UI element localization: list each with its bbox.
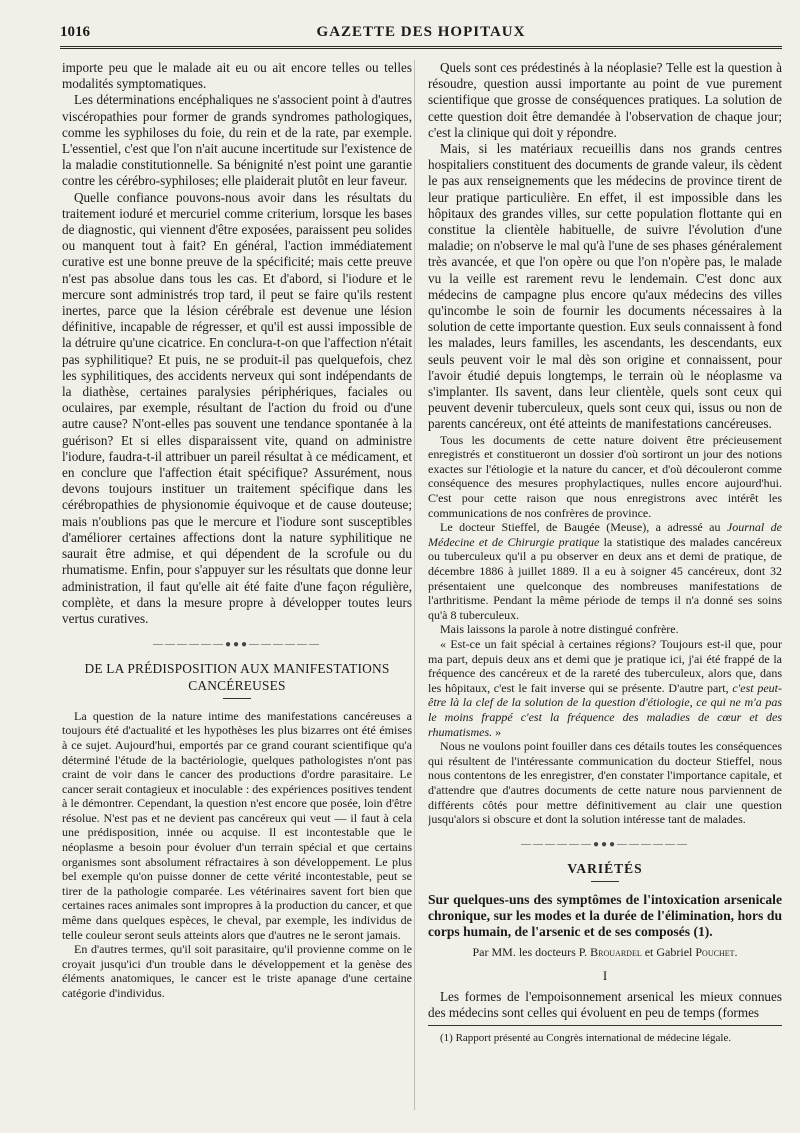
section-title: VARIÉTÉS bbox=[567, 860, 643, 876]
author-name: Brouardel bbox=[590, 945, 642, 960]
text-run: » bbox=[492, 724, 502, 739]
paragraph: En d'autres termes, qu'il soit parasitaire, qu'il provienne comme on le croyait jusqu'ici d'un trouble dans le développement et la genèse des éléments anatomiques, le cancer est le triste apanage d'une certaine catégorie d'individus. bbox=[62, 942, 412, 1000]
article-title: Sur quelques-uns des symptômes de l'intoxication arsenicale chronique, sur les modes et la durée de l'élimination, hors du corps humain, de l'arsenic et de ses composés (1). bbox=[428, 892, 782, 940]
column-divider bbox=[414, 60, 415, 1110]
paragraph: Les formes de l'empoisonnement arsenical les mieux connues des médecins sont celles qui évoluent en peu de temps (formes bbox=[428, 988, 782, 1020]
footnote-rule bbox=[428, 1025, 782, 1026]
paragraph: Mais laissons la parole à notre distingué confrère. bbox=[440, 622, 679, 637]
section-rule bbox=[591, 881, 619, 882]
section-title: DE LA PRÉDISPOSITION AUX MANIFESTATIONS CANCÉREUSES bbox=[84, 661, 390, 693]
paragraph: La question de la nature intime des manifestations cancéreuses a toujours été d'actualité et les hypothèses les plus bizarres ont été émises à ce sujet. Aujourd'hui, emportés par ce grand courant scientifique qu'a déterminé l'étude de la bactériologie, quelques pathologistes n'ont pas craint de voir dans le cancer des productions d'ordre parasitaire. Le cancer serait contagieux et inoculable : des expériences positives tendent à le démontrer. Cependant, la question n'est encore que posée, loin d'être résolue. N'est pas et ne devient pas cancéreux qui veut — il faut à cela une prédisposition, innée ou acquise. Il est incontestable que le néoplasme a besoin pour évoluer d'un terrain spécial et que certains organismes sont absolument réfractaires à son développement. Le plus bel exemple qu'on puisse donner de cette vérité incontestable, peut se tirer de la pathologie comparée. Les vétérinaires savent fort bien que certaines races animales sont impropres à la production du cancer, et que même dans quelques espèces, le cheval, par exemple, les individus de telle couleur seront seuls atteints alors que d'autres ne le seront jamais. bbox=[62, 708, 412, 942]
page-header bbox=[60, 22, 782, 49]
paragraph: Quels sont ces prédestinés à la néoplasie? Telle est la question à résoudre, question aussi importante au point de vue purement scientifique que grosse de conséquences pratiques. La solution de cette question doit être demandée à l'observation de chaque jour; c'est la clinique qui doit y répondre. bbox=[428, 60, 782, 140]
paragraph: Quelle confiance pouvons-nous avoir dans les résultats du traitement ioduré et mercuriel comme criterium, lorsque les bases de diagnostic, qui viennent d'être exposées, paraissent peu solides ou manquent tout à fait? En général, l'action immédiatement curative est une bonne preuve de la spécificité; mais cette preuve n'est pas absolue dans tous les cas. Et d'abord, si l'iodure et le mercure sont administrés trop tard, il peut se faire qu'ils restent inertes, parce que la lésion cérébrale est devenue une lésion définitive, incapable de régresser, et qu'il est aussi impossible de la détruire qu'une cicatrice. En conclura-t-on que l'affection n'était pas syphilitique? Et puis, ne se produit-il pas quelquefois, chez les syphilitiques, des accidents nerveux qui sont indépendants de la diathèse, certaines paralysies périphériques, faciales ou oculaires, par exemple, résultant de l'action du froid ou d'une autre cause? N'ont-elles pas souvent une tendance spontanée à la guérison? Et si elles disparaissent vite, quand on administre l'iodure, faudra-t-il attribuer un pareil résultat à ce médicament, et en conclure que l'affection était spécifique? Assurément, nous devons toujours instituer un traitement spécifique dans les cérébropathies de physionomie équivoque et de cause douteuse; mais n'oublions pas que le mercure et l'iodure sont susceptibles d'améliorer certaines affections dont la nature syphilitique ne saurait être admise, et qui dépendent de la scrofule ou du rhumatisme. Enfin, pour s'appuyer sur les résultats que donne leur administration, il faut qu'elle ait été faite d'une façon régulière, complète, et dans la mesure propre à développer toutes leurs vertus curatives. bbox=[62, 189, 412, 626]
text-run: Le docteur Stieffel, de Baugée (Meuse), a adressé au bbox=[440, 520, 727, 535]
paragraph: Tous les documents de cette nature doivent être précieusement enregistrés et constitueront un dossier d'où sortiront un jour des notions exactes sur l'étiologie et la nature du cancer, et d'où découleront comme conséquence des mesures prophylactiques, nulles encore aujourd'hui. C'est pour cette raison que nous enregistrons avec intérêt les communications de nos confrères de province. bbox=[428, 432, 782, 520]
text-run: la statistique des malades cancéreux ou tuberculeux qu'il a pu observer en deux ans et demi de pratique, de décembre 1886 à juillet 1889. Il a eu à soigner 45 cancéreux, dont 32 présentaient une quelconque des nombreuses manifestations de l'arthritisme. Pendant la même période de temps il n'a donné ses soins qu'à 8 tuberculeux. bbox=[428, 534, 782, 622]
footnote: (1) Rapport présenté au Congrès international de médecine légale. bbox=[440, 1031, 732, 1044]
author-name: Pouchet bbox=[695, 945, 735, 960]
paragraph: importe peu que le malade ait eu ou ait encore telles ou telles modalités symptomatiques. bbox=[62, 60, 412, 92]
part-number: I bbox=[602, 968, 608, 984]
byline bbox=[428, 944, 782, 960]
section-ornament: ——————●●●—————— bbox=[152, 639, 322, 651]
journal-title: GAZETTE DES HOPITAUX bbox=[316, 24, 526, 40]
text-run: . bbox=[734, 945, 738, 960]
page-number: 1016 bbox=[60, 24, 90, 40]
emphasis: c'est peut-être là la clef de la solution de la question d'étiologie, ce qui ne m'a pas le moins frappé c'est la fréquence des maladies de cœur et des rhumatismes. bbox=[428, 680, 782, 739]
quotation bbox=[428, 637, 782, 739]
paragraph: Mais, si les matériaux recueillis dans nos grands centres hospitaliers constituent des documents de grande valeur, ils cèdent le pas aux renseignements que les médecins de province tirent de leur pratique particulière. En effet, il est impossible dans les hôpitaux des grandes villes, sur cette population flottante qui en constitue la clientèle habituelle, de suivre l'évolution d'une maladie; on n'observe le mal qu'à l'une de ses phases généralement très avancée, et que l'on opère ou que l'on n'opère pas, le malade vu la veille est rarement revu le lendemain. C'est donc aux médecins de campagne plus encore qu'aux médecins des villes qu'incombe le soin de fournir les documents nécessaires à la solution de cette importante question. Eux seuls connaissent à fond les malades, leurs familles, les ascendants, les descendants, eux seuls peuvent voir le mal dès son origine et connaissent, pour l'avoir étudié depuis longtemps, le terrain où le néoplasme va s'implanter. Ils savent, dans leur clientèle, quels sont ceux qui peuvent devenir tuberculeux, quels sont ceux qui, issus ou non de parents cancéreux, ont été atteints de manifestations cancéreuses. bbox=[428, 141, 782, 432]
section-ornament: ——————●●●—————— bbox=[520, 838, 690, 850]
right-column bbox=[428, 60, 782, 1120]
text-run: et Gabriel bbox=[641, 945, 696, 960]
paragraph bbox=[428, 520, 782, 622]
paragraph: Les déterminations encéphaliques ne s'associent point à d'autres viscéropathies pour former de grands syndromes pathologiques, comme les syphiloses du foie, du rein et de la rate, par exemple. L'essentiel, c'est que l'on n'ait aucune incertitude sur l'existence de la maladie constitutionnelle. Sa bénignité n'est point une garantie contre les cérébro-syphiloses; elle plaiderait plutôt en leur faveur. bbox=[62, 92, 412, 189]
journal-citation: Journal de Médecine et de Chirurgie pratique bbox=[428, 520, 782, 549]
section-rule bbox=[223, 698, 251, 699]
text-run: Par MM. les docteurs P. bbox=[472, 945, 591, 960]
paragraph: Nous ne voulons point fouiller dans ces détails toutes les conséquences qui résultent de l'intéressante communication du docteur Stieffel, nous nous contentons de les enregistrer, d'en constater l'importance capitale, et d'attendre que d'autres documents de cette nature nous parviennent de différents côtés pour mettre définitivement au clair une question jusqu'alors si obscure et dont la solution intéresse tant de malades. bbox=[428, 739, 782, 827]
text-run: « Est-ce un fait spécial à certaines régions? Toujours est-il que, pour ma part, depuis deux ans et demi que je pratique ici, j'ai été frappé de la fréquence des cancéreux et de la rareté des tuberculeux, alors que, dans les hôpitaux, c'est le fait inverse qui se présente. D'autre part, bbox=[428, 636, 782, 695]
left-column bbox=[62, 60, 412, 1120]
